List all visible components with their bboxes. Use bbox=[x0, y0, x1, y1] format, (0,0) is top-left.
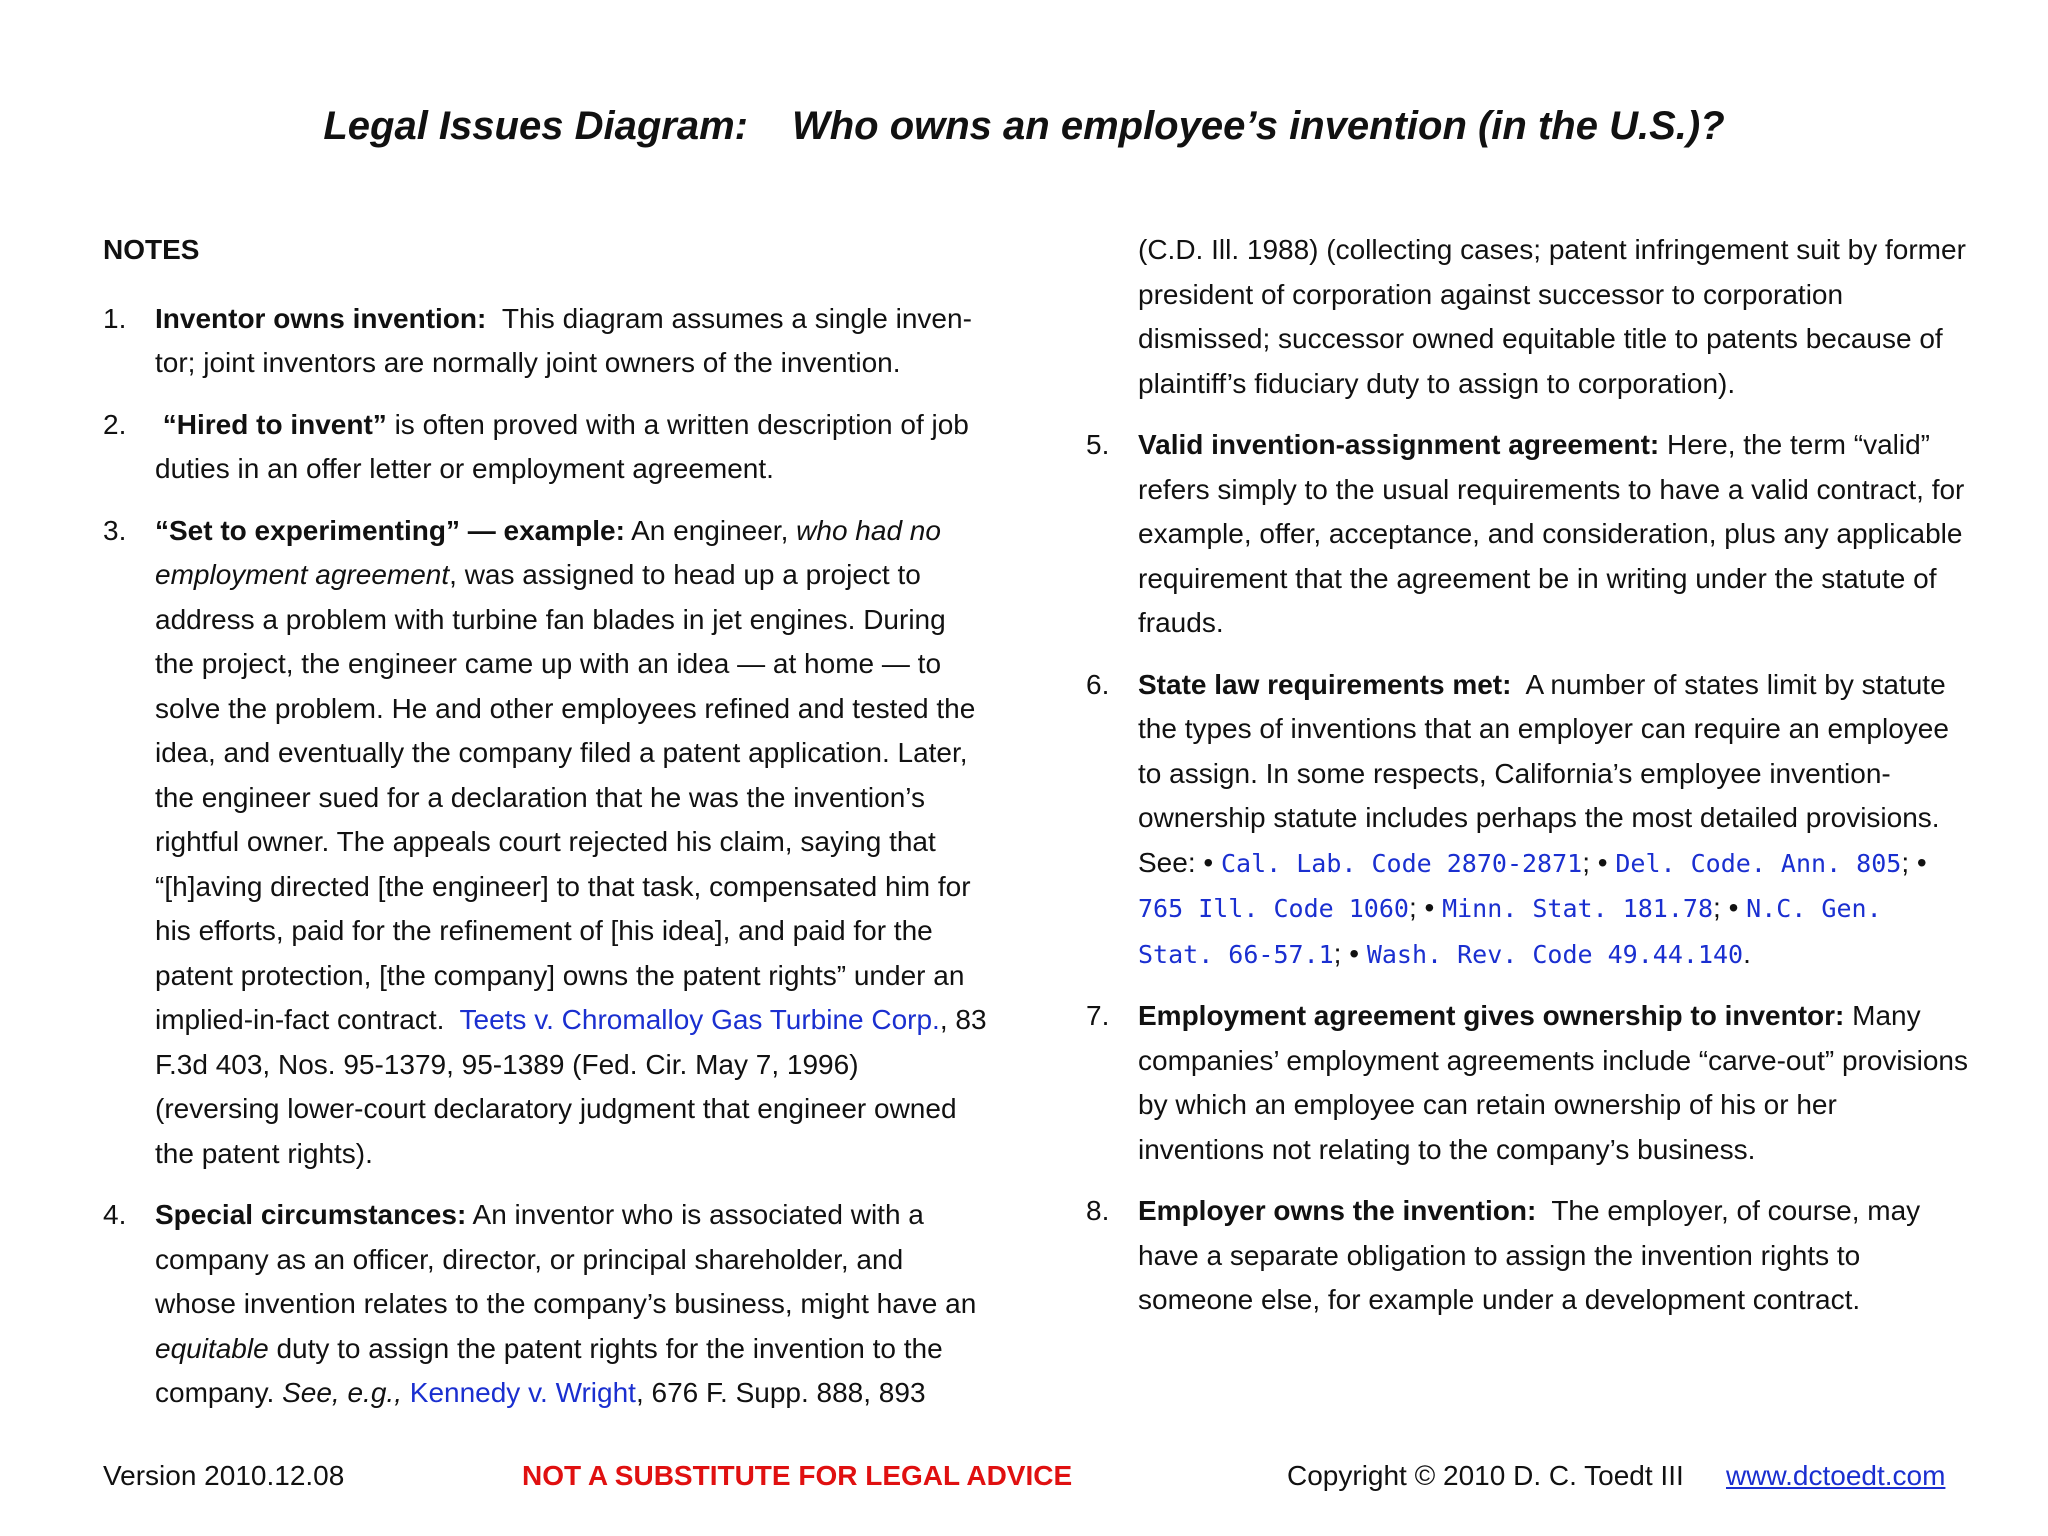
note-text: This diagram assumes a single inventor; joint inventors are normally joint owners of the invention. bbox=[155, 302, 972, 378]
footer-disclaimer: NOT A SUBSTITUTE FOR LEGAL ADVICE bbox=[522, 1460, 1073, 1491]
statute-link-minnesota[interactable]: Minn. Stat. 181.78 bbox=[1442, 894, 1714, 923]
note-text: Here, the term “valid” refers simply to the usual requirements to have a valid contract, for example, offer, acceptance, and consideration, plus any applicable requirement that the agreement be in writing under the statute of frauds. bbox=[1138, 429, 1965, 638]
note-text: An engineer, bbox=[631, 514, 789, 546]
note-4 bbox=[103, 1193, 990, 1416]
title-part-1: Legal Issues Diagram: bbox=[323, 104, 748, 148]
note-number: 5. bbox=[1086, 429, 1110, 460]
right-column bbox=[1086, 228, 1970, 1340]
note-text: A number of states limit by statute the types of inventions that an employer can require an employee to assign. In some respects, California’s employee invention-ownership statute includes perhaps the most detailed provisions. See: bbox=[1138, 668, 1949, 878]
case-link-teets[interactable]: Teets v. Chromalloy Gas Turbine Corp. bbox=[459, 1004, 940, 1035]
note-2 bbox=[103, 403, 990, 492]
note-heading: State law requirements met: bbox=[1138, 668, 1512, 700]
note-text: An inventor who is associated with a company as an officer, director, or principal shareholder, and whose invention relates to the company’s business, might have an bbox=[155, 1199, 977, 1319]
statute-link-north-carolina[interactable]: N.C. Gen. Stat. 66-57.1 bbox=[1138, 894, 1882, 969]
statute-link-california[interactable]: Cal. Lab. Code 2870-2871 bbox=[1220, 848, 1583, 878]
note-heading: Valid invention-assignment agreement: bbox=[1138, 429, 1660, 460]
note-heading: Employment agreement gives ownership to inventor: bbox=[1138, 1000, 1845, 1031]
statute-link-illinois[interactable]: 765 Ill. Code 1060 bbox=[1138, 894, 1409, 923]
note-text: The employer, of course, may have a separate obligation to assign the invention rights to someone else, for example under a development contract. bbox=[1138, 1195, 1921, 1315]
note-1 bbox=[103, 297, 990, 386]
note-text: , 83 F.3d 403, Nos. 95-1379, 95-1389 (Fed. Cir. May 7, 1996) (reversing lower-court declaratory judgment that engineer owned the patent rights). bbox=[155, 1004, 987, 1169]
note-text: , 676 F. Supp. 888, 893 bbox=[635, 1377, 926, 1408]
note-heading: “Set to experimenting” — example: bbox=[155, 514, 625, 546]
title-part-2: Who owns an employee’s invention (in the U.S.)? bbox=[791, 104, 1725, 148]
left-column bbox=[103, 228, 990, 1433]
note-number: 2. bbox=[103, 408, 127, 440]
note-number: 1. bbox=[103, 302, 127, 334]
note-4-continued: (C.D. Ill. 1988) (collecting cases; patent infringement suit by former president of corporation against successor to corporation dismissed; successor owned equitable title to patents because of plaintiff’s fiduciary duty to assign to corporation). bbox=[1138, 234, 1966, 399]
note-6: 6. State law requirements met: A number of states limit by statute the types of inventions that an employer can require an employee to assign. In some respects, California’s employee invention-ownership statute includes perhaps the most detailed provisions. See: • Cal. Lab. Code 2870-2871; • Del. Code. Ann. 805; • 765 Ill. Code 1060; • Minn. Stat. 181.78; • N.C. Gen. Stat. 66-57.1; • Wash. Rev. Code 49.44.140. bbox=[1086, 663, 1970, 978]
note-number: 6. bbox=[1086, 668, 1110, 700]
statute-link-washington[interactable]: Wash. Rev. Code 49.44.140 bbox=[1366, 939, 1744, 969]
note-number: 4. bbox=[103, 1199, 127, 1230]
footer-copyright: Copyright © 2010 D. C. Toedt III bbox=[1287, 1460, 1684, 1491]
note-number: 7. bbox=[1086, 1000, 1110, 1031]
note-text: duty to assign the patent rights for the invention to the company. bbox=[155, 1332, 943, 1408]
note-7 bbox=[1086, 994, 1970, 1172]
notes-heading: NOTES bbox=[103, 234, 200, 265]
note-number: 8. bbox=[1086, 1195, 1110, 1226]
note-heading: “Hired to invent” bbox=[162, 408, 387, 440]
case-link-kennedy[interactable]: Kennedy v. Wright bbox=[409, 1377, 636, 1408]
note-heading: Special circumstances: bbox=[155, 1199, 467, 1230]
note-text: Many companies’ employment agreements include “carve-out” provisions by which an employee can retain ownership of his or her inventions not relating to the company’s business. bbox=[1138, 1000, 1969, 1165]
note-5 bbox=[1086, 423, 1970, 646]
footer-version: Version 2010.12.08 bbox=[103, 1460, 345, 1491]
note-3 bbox=[103, 509, 990, 1177]
note-emphasis: who had no employment agreement bbox=[155, 514, 941, 590]
note-heading: Employer owns the invention: bbox=[1138, 1195, 1537, 1226]
statute-link-delaware[interactable]: Del. Code. Ann. 805 bbox=[1615, 848, 1902, 878]
note-text: is often proved with a written description of job duties in an offer letter or employment agreement. bbox=[155, 408, 969, 484]
note-8 bbox=[1086, 1189, 1970, 1323]
note-heading: Inventor owns invention: bbox=[155, 302, 487, 334]
note-number: 3. bbox=[103, 514, 127, 546]
footer-website-link[interactable]: www.dctoedt.com bbox=[1726, 1460, 1946, 1491]
note-emphasis: See, e.g., bbox=[282, 1377, 402, 1408]
note-text: , was assigned to head up a project to address a problem with turbine fan blades in jet engines. During the project, the engineer came up with an idea — at home — to solve the problem. He and other employees refined and tested the idea, and eventually the company filed a patent application. Later, the engineer sued for a declaration that he was the invention’s rightful owner. The appeals court rejected his claim, saying that “[h]aving directed [the engineer] to that task, compensated him for his efforts, paid for the refinement of [his idea], and paid for the patent protection, [the company] owns the patent rights” under an implied-in-fact contract. bbox=[155, 559, 976, 1035]
page-title bbox=[0, 104, 2048, 149]
note-emphasis: equitable bbox=[155, 1332, 269, 1364]
